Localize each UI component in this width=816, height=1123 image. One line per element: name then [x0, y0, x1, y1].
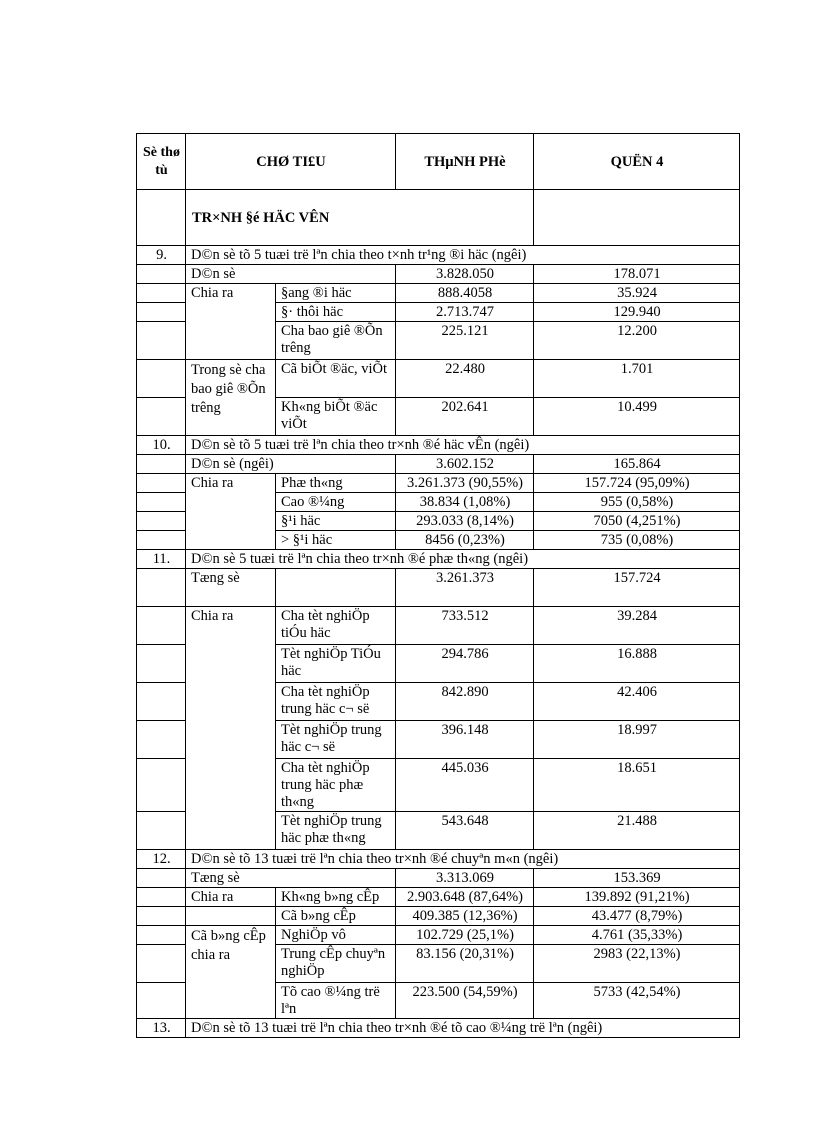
row-value-district: 7050 (4,251%)	[534, 512, 740, 531]
group-10-title-row	[137, 436, 740, 455]
statistics-table	[136, 133, 740, 1038]
table-row	[137, 888, 740, 907]
row-value-city: 842.890	[396, 683, 534, 721]
row-label: Tõ cao ®¼ng trë lªn	[276, 983, 396, 1019]
group-13-number: 13.	[137, 1019, 186, 1038]
row-value-district: 2983 (22,13%)	[534, 945, 740, 983]
row-label: NghiÖp vô	[276, 926, 396, 945]
section-title: TR×NH §é HÄC VÊN	[186, 190, 534, 246]
row-value-city: 22.480	[396, 360, 534, 398]
row-value-city: 409.385 (12,36%)	[396, 907, 534, 926]
row-value-district: 16.888	[534, 645, 740, 683]
group-13-title: D©n sè tõ 13 tuæi trë lªn chia theo tr×nh ®é tõ cao ®¼ng trë lªn (ngêi)	[186, 1019, 740, 1038]
row-value-district: 129.940	[534, 303, 740, 322]
row-value-district: 42.406	[534, 683, 740, 721]
row-value-city: 733.512	[396, 607, 534, 645]
row-value-city: 396.148	[396, 721, 534, 759]
group-12-title: D©n sè tõ 13 tuæi trë lªn chia theo tr×nh ®é chuyªn m«n (ngêi)	[186, 850, 740, 869]
row-label: Cha tèt nghiÖp trung häc phæ th«ng	[276, 759, 396, 812]
row-label: Kh«ng biÕt ®äc viÕt	[276, 398, 396, 436]
table-row	[137, 474, 740, 493]
row-value-district: 735 (0,08%)	[534, 531, 740, 550]
group-9-title: D©n sè tõ 5 tuæi trë lªn chia theo t×nh tr¹ng ®i häc (ngêi)	[186, 246, 740, 265]
row-value-city: 223.500 (54,59%)	[396, 983, 534, 1019]
row-value-district: 10.499	[534, 398, 740, 436]
row-label: Cha bao giê ®Õn trêng	[276, 322, 396, 360]
row-value-district: 39.284	[534, 607, 740, 645]
group-11-title: D©n sè 5 tuæi trë lªn chia theo tr×nh ®é phæ th«ng (ngêi)	[186, 550, 740, 569]
table-row	[137, 907, 740, 926]
row-label: §¹i häc	[276, 512, 396, 531]
row-label: Cha tèt nghiÖp tiÓu häc	[276, 607, 396, 645]
row-label: Cã b»ng cÊp	[276, 907, 396, 926]
header-district: QUËN 4	[534, 134, 740, 190]
header-stt: Sè thø tù	[137, 134, 186, 190]
group-12-total-city: 3.313.069	[396, 869, 534, 888]
row-value-city: 3.261.373 (90,55%)	[396, 474, 534, 493]
table-row	[137, 607, 740, 645]
group-13-title-row	[137, 1019, 740, 1038]
row-label: Cã biÕt ®äc, viÕt	[276, 360, 396, 398]
header-city: THµNH PHè	[396, 134, 534, 190]
group-10-chia-ra: Chia ra	[186, 474, 276, 550]
group-10-total-city: 3.602.152	[396, 455, 534, 474]
row-value-district: 12.200	[534, 322, 740, 360]
row-label: Cha tèt nghiÖp trung häc c¬ së	[276, 683, 396, 721]
group-11-total-district: 157.724	[534, 569, 740, 607]
row-value-city: 445.036	[396, 759, 534, 812]
row-value-city: 202.641	[396, 398, 534, 436]
group-11-number: 11.	[137, 550, 186, 569]
section-title-row	[137, 190, 740, 246]
row-value-district: 43.477 (8,79%)	[534, 907, 740, 926]
row-value-city: 225.121	[396, 322, 534, 360]
row-value-district: 5733 (42,54%)	[534, 983, 740, 1019]
row-label: Tèt nghiÖp trung häc c¬ së	[276, 721, 396, 759]
row-value-city: 8456 (0,23%)	[396, 531, 534, 550]
row-label: §ang ®i häc	[276, 284, 396, 303]
group-12-total-district: 153.369	[534, 869, 740, 888]
group-10-number: 10.	[137, 436, 186, 455]
row-value-district: 21.488	[534, 812, 740, 850]
group-9-title-row	[137, 246, 740, 265]
row-value-city: 2.713.747	[396, 303, 534, 322]
row-value-district: 157.724 (95,09%)	[534, 474, 740, 493]
table-row	[137, 284, 740, 303]
group-12-total-label: Tæng sè	[186, 869, 396, 888]
group-12-number: 12.	[137, 850, 186, 869]
row-value-district: 1.701	[534, 360, 740, 398]
row-label: Kh«ng b»ng cÊp	[276, 888, 396, 907]
row-value-city: 888.4058	[396, 284, 534, 303]
row-value-district: 18.997	[534, 721, 740, 759]
group-10-title: D©n sè tõ 5 tuæi trë lªn chia theo tr×nh ®é häc vÊn (ngêi)	[186, 436, 740, 455]
table-row	[137, 926, 740, 945]
header-indicator: CHØ TI£U	[186, 134, 396, 190]
row-value-district: 35.924	[534, 284, 740, 303]
group-12-co-bang: Cã b»ng cÊp chia ra	[186, 926, 276, 1019]
row-value-district: 955 (0,58%)	[534, 493, 740, 512]
row-label: Tèt nghiÖp trung häc phæ th«ng	[276, 812, 396, 850]
row-value-city: 293.033 (8,14%)	[396, 512, 534, 531]
group-9-number: 9.	[137, 246, 186, 265]
row-label: Tèt nghiÖp TiÓu häc	[276, 645, 396, 683]
group-11-chia-ra: Chia ra	[186, 607, 276, 850]
row-label: Cao ®¼ng	[276, 493, 396, 512]
group-10-total-row	[137, 455, 740, 474]
row-value-district: 4.761 (35,33%)	[534, 926, 740, 945]
table-row	[137, 360, 740, 398]
row-value-city: 294.786	[396, 645, 534, 683]
group-9-total-city: 3.828.050	[396, 265, 534, 284]
group-11-total-city: 3.261.373	[396, 569, 534, 607]
group-9-chia-ra: Chia ra	[186, 284, 276, 360]
row-label: §· thôi häc	[276, 303, 396, 322]
group-9-total-row	[137, 265, 740, 284]
row-value-city: 543.648	[396, 812, 534, 850]
row-value-district: 139.892 (91,21%)	[534, 888, 740, 907]
group-9-trong-so: Trong sè cha bao giê ®Õn trêng	[186, 360, 276, 436]
header-row	[137, 134, 740, 190]
row-value-city: 2.903.648 (87,64%)	[396, 888, 534, 907]
group-12-chia-ra: Chia ra	[186, 888, 276, 907]
group-12-total-row	[137, 869, 740, 888]
group-12-title-row	[137, 850, 740, 869]
group-11-title-row	[137, 550, 740, 569]
group-10-total-label: D©n sè (ngêi)	[186, 455, 396, 474]
group-9-total-label: D©n sè	[186, 265, 396, 284]
row-value-district: 18.651	[534, 759, 740, 812]
row-value-city: 38.834 (1,08%)	[396, 493, 534, 512]
group-10-total-district: 165.864	[534, 455, 740, 474]
group-9-total-district: 178.071	[534, 265, 740, 284]
row-value-city: 102.729 (25,1%)	[396, 926, 534, 945]
group-11-total-label: Tæng sè	[186, 569, 276, 607]
row-value-city: 83.156 (20,31%)	[396, 945, 534, 983]
group-11-total-row	[137, 569, 740, 607]
row-label: > §¹i häc	[276, 531, 396, 550]
row-label: Trung cÊp chuyªn nghiÖp	[276, 945, 396, 983]
row-label: Phæ th«ng	[276, 474, 396, 493]
